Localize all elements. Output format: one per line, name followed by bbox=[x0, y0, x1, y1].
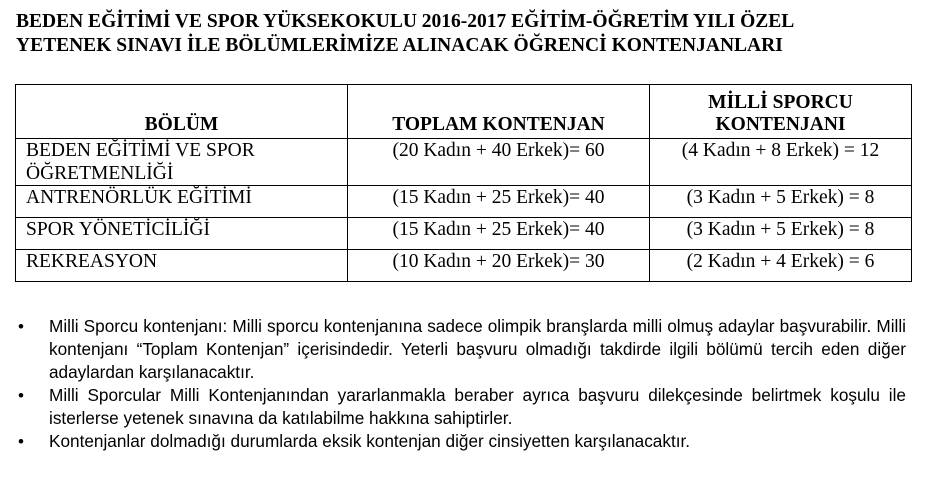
department-name-line-2: ÖĞRETMENLİĞİ bbox=[26, 163, 174, 184]
department-cell: SPOR YÖNETİCİLİĞİ bbox=[16, 218, 348, 250]
bullet-icon: • bbox=[18, 317, 24, 336]
document-title-line-2: YETENEK SINAVI İLE BÖLÜMLERİMİZE ALINACAK ÖĞRENCİ KONTENJANLARI bbox=[16, 35, 783, 56]
bullet-icon: • bbox=[18, 432, 24, 451]
header-athlete-quota-line-1: MİLLİ SPORCU bbox=[708, 92, 853, 113]
table-header-row bbox=[16, 85, 912, 139]
department-cell: REKREASYON bbox=[16, 250, 348, 282]
quota-table bbox=[15, 84, 912, 282]
table-row bbox=[16, 186, 912, 218]
department-name-line-1: BEDEN EĞİTİMİ VE SPOR bbox=[26, 140, 255, 161]
note-text: Milli Sporcu kontenjanı: Milli sporcu kontenjanına sadece olimpik branşlarda milli olmuş adaylar başvurabilir. Milli kontenjanı “Toplam Kontenjan” içerisindedir. Yeterli başvuru olmadığı takdirde ilgili bölümü tercih eden diğer adaylardan karşılanacaktır. bbox=[49, 316, 906, 382]
table-row bbox=[16, 139, 912, 186]
note-text: Kontenjanlar dolmadığı durumlarda eksik kontenjan diğer cinsiyetten karşılanacaktır. bbox=[49, 431, 691, 451]
department-cell: ANTRENÖRLÜK EĞİTİMİ bbox=[16, 186, 348, 218]
list-item bbox=[16, 430, 906, 453]
table-row bbox=[16, 218, 912, 250]
total-quota-cell: (15 Kadın + 25 Erkek)= 40 bbox=[348, 218, 650, 250]
header-total-quota: TOPLAM KONTENJAN bbox=[348, 85, 650, 139]
athlete-quota-cell: (2 Kadın + 4 Erkek) = 6 bbox=[650, 250, 912, 282]
header-department: BÖLÜM bbox=[16, 85, 348, 139]
athlete-quota-cell: (4 Kadın + 8 Erkek) = 12 bbox=[650, 139, 912, 186]
header-athlete-quota bbox=[650, 85, 912, 139]
document-title bbox=[16, 10, 921, 58]
bullet-icon: • bbox=[18, 386, 24, 405]
total-quota-cell: (15 Kadın + 25 Erkek)= 40 bbox=[348, 186, 650, 218]
note-text: Milli Sporcular Milli Kontenjanından yararlanmakla beraber ayrıca başvuru dilekçesinde belirtmek koşulu ile isterlerse yetenek sınavına da katılabilme hakkına sahiptirler. bbox=[49, 385, 906, 428]
table-row bbox=[16, 250, 912, 282]
document-title-line-1: BEDEN EĞİTİMİ VE SPOR YÜKSEKOKULU 2016-2017 EĞİTİM-ÖĞRETİM YILI ÖZEL bbox=[16, 11, 795, 32]
notes-list bbox=[16, 315, 906, 453]
total-quota-cell: (20 Kadın + 40 Erkek)= 60 bbox=[348, 139, 650, 186]
department-cell bbox=[16, 139, 348, 186]
list-item bbox=[16, 315, 906, 384]
list-item bbox=[16, 384, 906, 430]
total-quota-cell: (10 Kadın + 20 Erkek)= 30 bbox=[348, 250, 650, 282]
athlete-quota-cell: (3 Kadın + 5 Erkek) = 8 bbox=[650, 218, 912, 250]
athlete-quota-cell: (3 Kadın + 5 Erkek) = 8 bbox=[650, 186, 912, 218]
header-athlete-quota-line-2: KONTENJANI bbox=[715, 114, 846, 135]
